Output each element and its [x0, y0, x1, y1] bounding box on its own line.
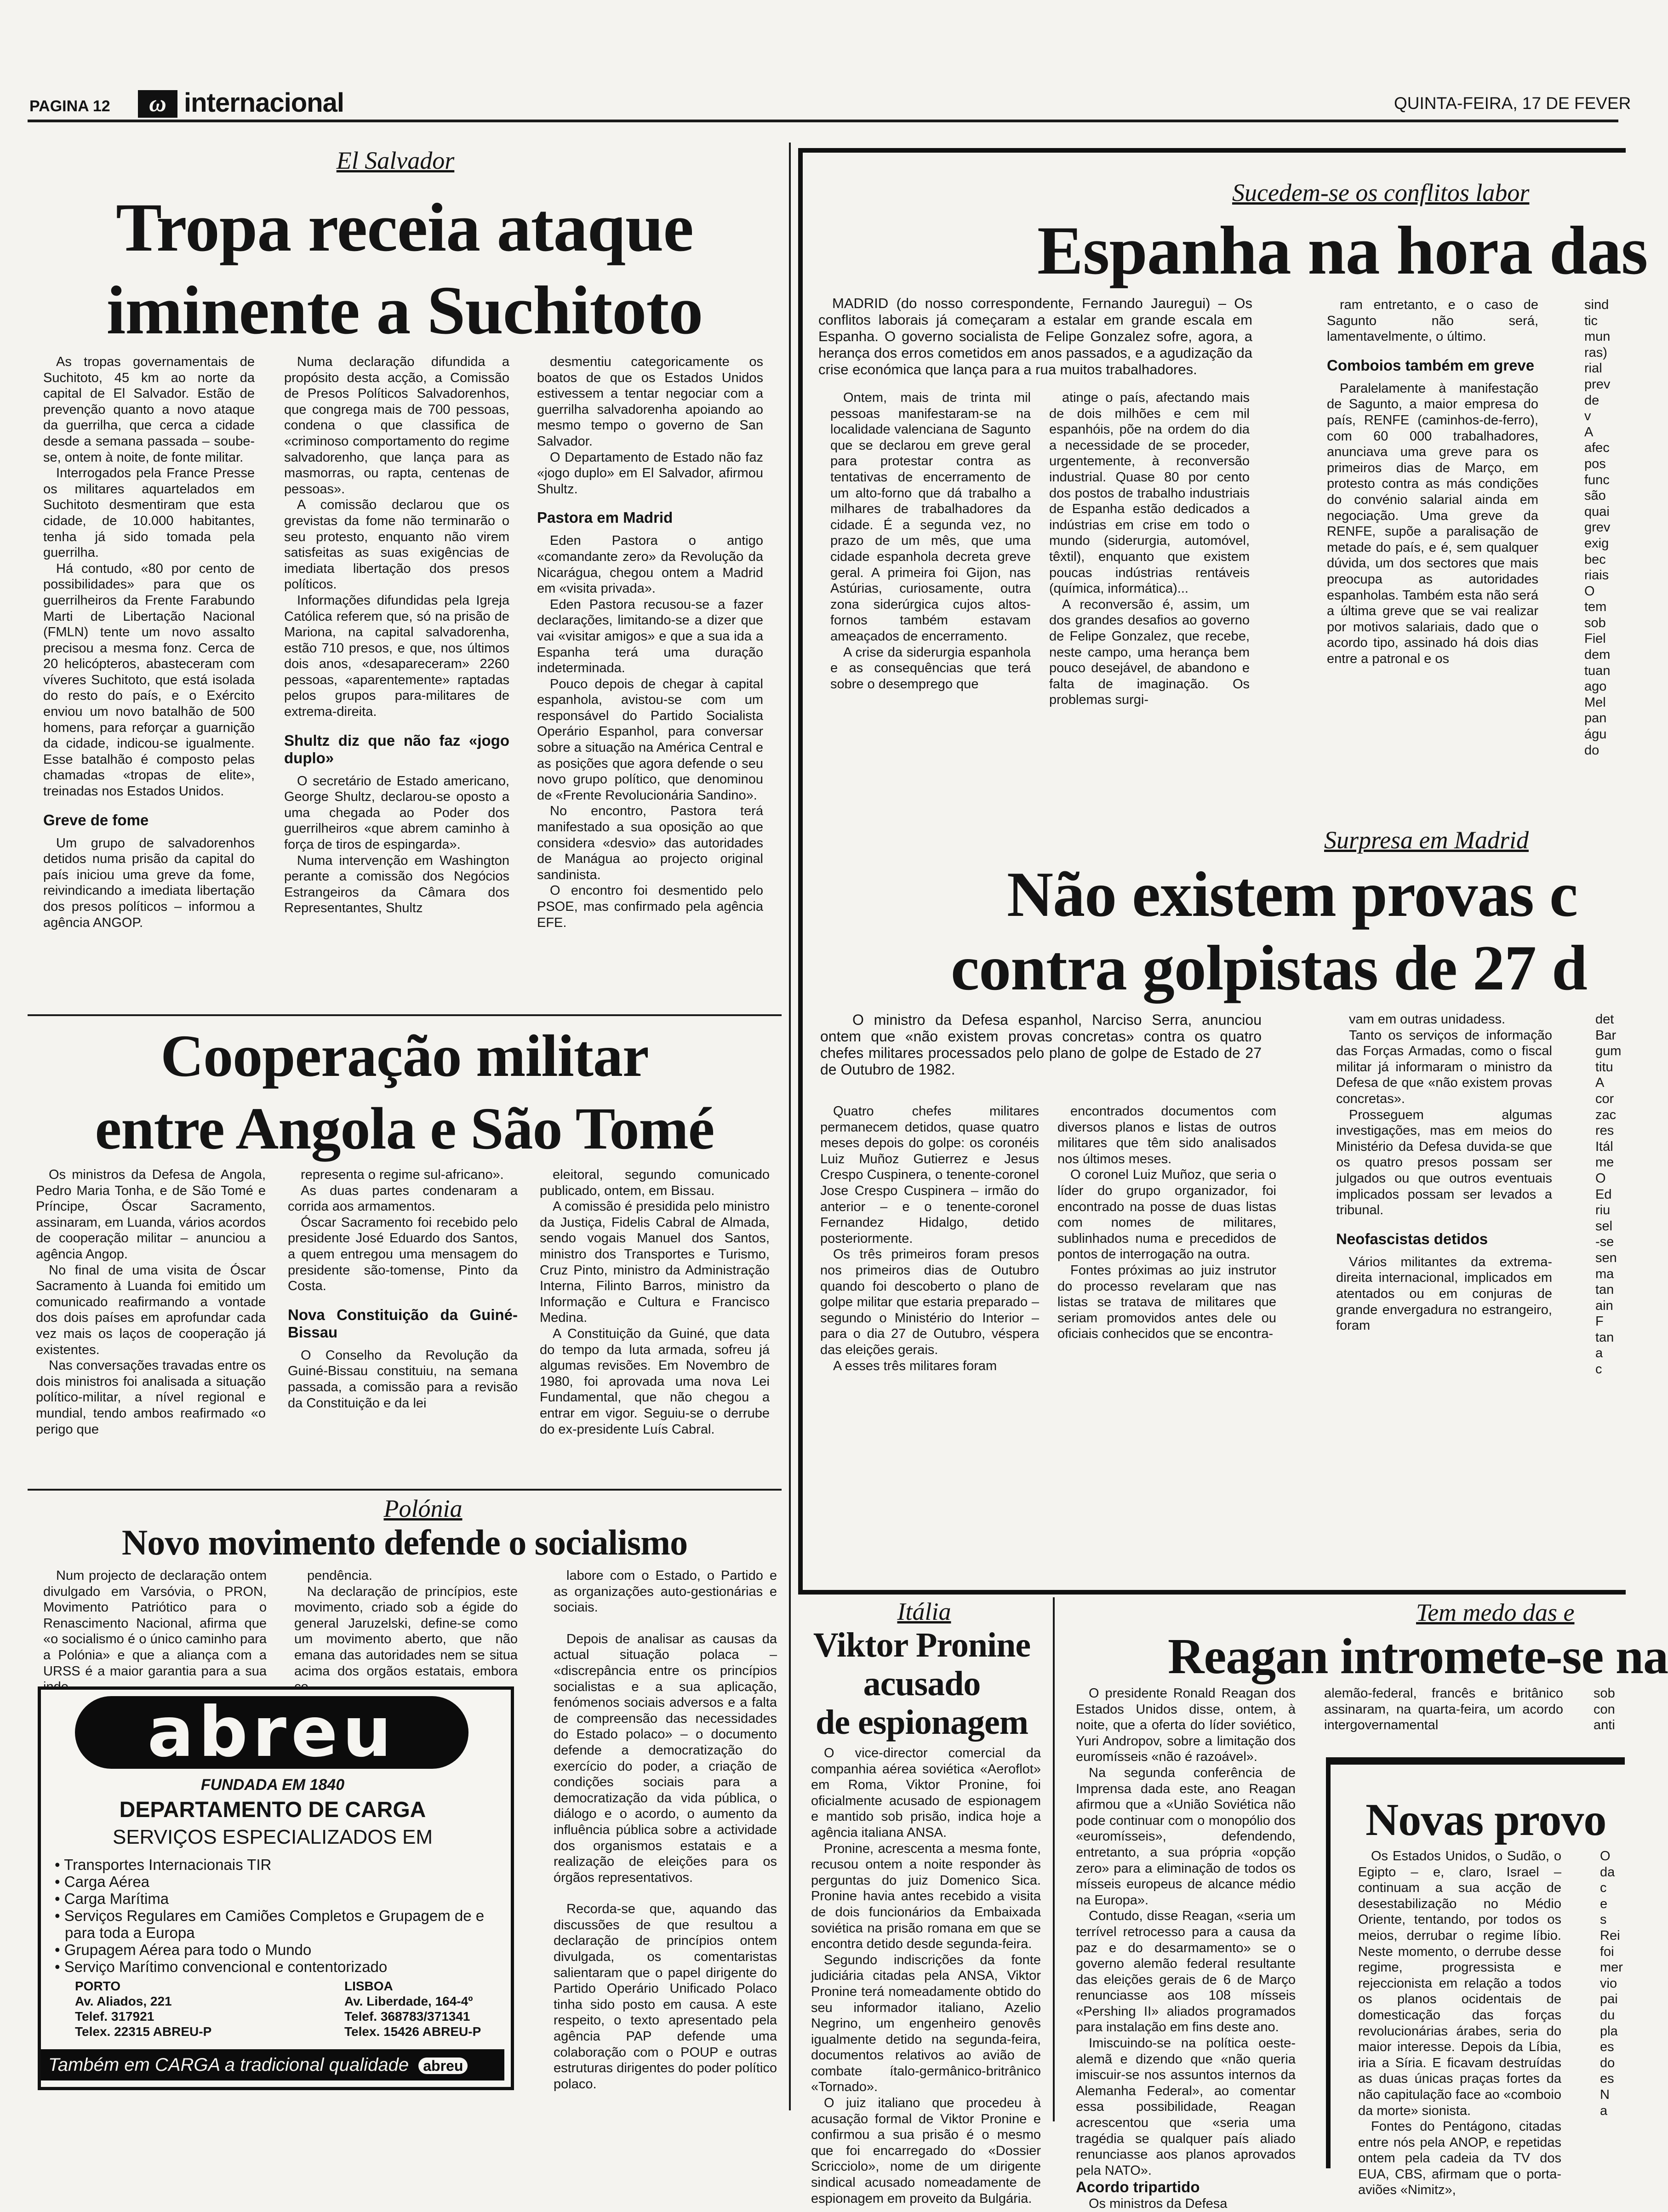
angola-para: A Constituição da Guiné, que data do tempo da luta armada, sofreu já algumas revisões. Em Novembro de 1980, foi aprovada uma nova Lei Fundamental, que não chegou a entrar em vigor. Seguiu-se o derrube do ex-presidente Luís Cabral. [540, 1326, 770, 1437]
salvador-para: Pouco depois de chegar à capital espanhola, avistou-se com um responsável do Partido Socialista Operário Espanhol, para conversar sobre a situação na América Central e as posições que agora defende o seu novo grupo político, que denominou de «Frente Revolucionária Sandino». [537, 676, 763, 803]
salvador-para: O secretário de Estado americano, George Shultz, declarou-se oposto a uma chegada ao Poder dos guerrilheiros «que abrem caminho à força de tiros de espingarda». [284, 773, 509, 852]
novas-column-2-fragment: O da c e s Rei foi mer vio pai du pla es do es N a [1600, 1849, 1623, 2118]
section-rule [28, 1489, 782, 1491]
angola-para: eleitoral, segundo comunicado publicado, ontem, em Bissau. [540, 1167, 770, 1198]
espanha-para: ram entretanto, e o caso de Sagunto não será, lamentavelmente, o último. [1327, 297, 1538, 344]
espanha-para: Ontem, mais de trinta mil pessoas manifestaram-se na localidade valenciana de Sagunto que se declarou em greve geral para protestar contra as tentativas de encerramento de um alto-forno que dá trabalho a milhares de trabalhadores da cidade. É a segunda vez, no prazo de um mês, que uma cidade espanhola decreta greve geral. A primeira foi Gijon, nas Astúrias, curiosamente, outra zona siderúrgica cujos altos-fornos também estavam ameaçados de encerramento. [830, 390, 1031, 644]
polonia-para: labore com o Estado, o Partido e as organizações auto-gestionárias e sociais. [554, 1568, 777, 1615]
golpistas-para: O coronel Luiz Muñoz, que seria o líder do grupo organizador, foi encontrado na posse de duas listas com nomes de militares, sublinhados numa e precedidos de pontos de interrogação na outra. [1057, 1167, 1276, 1262]
salvador-para: Interrogados pela France Presse os militares aquartelados em Suchitoto desmentiram que esta cidade, de 10.000 habitantes, tenha já sido tomada pela guerrilha. [43, 466, 255, 560]
angola-para: representa o regime sul-africano». [301, 1167, 504, 1182]
espanha-lead-text: MADRID (do nosso correspondente, Fernando Jauregui) – Os conflitos laborais já começaram a estalar em grande escala em Espanha. O governo socialista de Felipe Gonzalez sofre, agora, a herança dos erros cometidos em anos passados, e a agudização da crise económica que lança para a rua muitos trabalhadores. [818, 295, 1252, 377]
salvador-kicker: El Salvador [336, 147, 455, 174]
section-rule [28, 1014, 782, 1016]
page-number: PAGINA 12 [29, 97, 110, 115]
salvador-para: No encontro, Pastora terá manifestado a sua oposição ao que considera «desvio» das autoridades de Manágua ao projecto original sandinista. [537, 804, 763, 882]
polonia-column-2 [294, 1568, 518, 1678]
angola-subhead-guine: Nova Constituição da Guiné-Bissau [288, 1306, 518, 1341]
espanha-para: A reconversão é, assim, um dos grandes desafios ao governo de Felipe Gonzalez, que recebe, neste campo, uma herança bem pouco desejável, de abandono e falta de imaginação. Os problemas surgi- [1049, 597, 1250, 708]
espanha-column-3 [1327, 297, 1538, 807]
angola-column-3 [540, 1167, 770, 1498]
golpistas-headline-1: Não existem provas c [1007, 859, 1578, 930]
ad-service-item: • Transportes Internacionais TIR [55, 1856, 272, 1873]
espanha-column-2 [1049, 390, 1250, 804]
novas-headline: Novas provo [1365, 1794, 1606, 1845]
ad-service-item: • Carga Aérea [55, 1873, 150, 1890]
abreu-advertisement[interactable] [38, 1686, 514, 2090]
italia-para: O juiz italiano que procedeu à acusação formal de Viktor Pronine e confirmou a sua prisão é o mesmo que foi encarregado do «Dossier Scricciolo», nome de um dirigente sindical acusado nomeadamente de espionagem em proveito da Bulgária. [811, 2096, 1041, 2206]
reagan-para: Na segunda conferência de Imprensa dada este, ano Reagan afirmou que a «União Soviética não pode continuar com o monopólio dos «euromísseis», defendendo, entretanto, a sua própria «opção zero» para a eliminação de todos os mísseis europeus de alcance médio na Europa». [1076, 1765, 1296, 1908]
salvador-headline-2: iminente a Suchitoto [106, 272, 703, 349]
espanha-lead [818, 295, 1252, 378]
novas-column [1358, 1848, 1561, 2198]
reagan-para: Contudo, disse Reagan, «seria um terrível retrocesso para a causa da paz e do desarmamento» se o governo alemão federal resultante das eleições gerais de 6 de Março renunciasse aos 108 mísseis «Pershing II» aliados programados para instalação em fins deste ano. [1076, 1909, 1296, 2035]
polonia-para: Recorda-se que, aquando das discussões de que resultou a declaração de princípios ontem divulgada, os comentaristas salientaram que o papel dirigente do Partido Operário Unificado Polaco tinha sido posto em causa. A este respeito, o texto apresentado pela agência PAP defende uma colaboração com o POUP e outras estruturas dirigentes do poder político polaco. [554, 1902, 777, 2092]
ad-tagline: Também em CARGA a tradicional qualidade [48, 2055, 409, 2075]
angola-para: No final de uma visita de Óscar Sacramento à Luanda foi emitido um comunicado reafirmando a vontade dos dois países em aprofundar cada vez mais os laços de cooperação já existentes. [36, 1263, 266, 1357]
golpistas-kicker: Surpresa em Madrid [1324, 826, 1529, 854]
golpistas-para: encontrados documentos com diversos planos e listas de outros militares que têm sido analisados nos últimos meses. [1057, 1104, 1276, 1166]
ad-founded: FUNDADA EM 1840 [200, 1776, 345, 1794]
salvador-para: Há contudo, «80 por cento de possibilidades» para que os guerrilheiros da Frente Farabundo Marti de Libertação Nacional (FMLN) tente um novo assalto precisou a mesma fonz. Cerca de 20 helicópteros, abasteceram com víveres Suchitoto, que está isolada do resto do país, e o Exército enviou um novo batalhão de 500 homens, para reforçar a guarnição da cidade, indicou-se igualmente. Esse batalhão é composto pelas chamadas «tropas de elite», treinadas nos Estados Unidos. [43, 561, 255, 799]
espanha-column-4-fragment: sind tic mun ras) rial prev de v A afec pos func são quai grev exig bec riais O tem sob Fiel dem tuan ago Mel pan águ do [1584, 297, 1611, 758]
angola-headline-1: Cooperação militar [160, 1023, 649, 1089]
angola-para: Óscar Sacramento foi recebido pelo presidente José Eduardo dos Santos, a quem entregou uma mensagem do presidente são-tomense, Pinto da Costa. [288, 1215, 518, 1294]
espanha-column-1 [830, 390, 1031, 804]
espanha-headline: Espanha na hora das [1037, 212, 1648, 289]
espanha-subhead-comboios: Comboios também em greve [1327, 356, 1535, 374]
polonia-headline: Novo movimento defende o socialismo [121, 1522, 688, 1562]
italia-para: Pronine, acrescenta a mesma fonte, recusou ontem a noite responder às perguntas do juiz Domenico Sica. Pronine havia antes recebido a visita de dois funcionários da Embaixada soviética na prisão romana em que se encontra detido desde segunda-feira. [811, 1841, 1041, 1952]
reagan-column-2 [1324, 1686, 1563, 1741]
salvador-headline-1: Tropa receia ataque [116, 189, 693, 266]
golpistas-column-2 [1057, 1103, 1276, 1577]
header-rule [28, 120, 1618, 122]
italia-headline-3: de espionagem [816, 1703, 1028, 1742]
salvador-subhead-shultz: Shultz diz que não faz «jogo duplo» [284, 732, 509, 766]
polonia-column-3 [554, 1568, 777, 2138]
ad-department: DEPARTAMENTO DE CARGA [119, 1798, 426, 1822]
italia-column [811, 1745, 1041, 2206]
golpistas-para: Vários militantes da extrema-direita internacional, implicados em atentados ou em conjuras de grande envergadura no estrangeiro, foram [1336, 1254, 1552, 1333]
italia-para: O vice-director comercial da companhia aérea soviética «Aeroflot» em Roma, Viktor Pronine, foi oficialmente acusado de espionagem e mantido sob prisão, indica hoje a agência italiana ANSA. [811, 1746, 1041, 1840]
golpistas-para: Prosseguem algumas investigações, mas em meios do Ministério da Defesa duvida-se que os quatro presos possam ser julgados ou que outros eventuais implicados possam ser levados a tribunal. [1336, 1107, 1552, 1218]
salvador-para: A comissão declarou que os grevistas da fome não terminarão o seu protesto, enquanto não virem satisfeitas as suas exigências de imediata libertação dos presos políticos. [284, 497, 509, 592]
espanha-kicker: Sucedem-se os conflitos labor [1232, 179, 1530, 206]
ad-service-item: • Grupagem Aérea para todo o Mundo [55, 1941, 312, 1958]
reagan-para: Imiscuindo-se na política oeste-alemã e dizendo que «não queria imiscuir-se nos assuntos internos da Alemanha Federal», ao comentar essa possibilidade, Reagan acrescentou que «seria uma tragédia se qualquer país aliado renunciasse aos planos aprovados pela NATO». [1076, 2036, 1296, 2178]
reagan-subhead-acordo: Acordo tripartido [1076, 2178, 1200, 2196]
vertical-divider [1053, 1597, 1055, 2121]
reagan-column-1 [1076, 1686, 1296, 2212]
italia-kicker: Itália [897, 1598, 951, 1625]
salvador-column-1 [43, 354, 255, 998]
ad-lisboa-address: LISBOA Av. Liberdade, 164-4º Telef. 368783/371341 Telex. 15426 ABREU-P [344, 1979, 481, 2039]
ad-service-item: • Carga Marítima [55, 1890, 169, 1907]
golpistas-para: Os três primeiros foram presos nos primeiros dias de Outubro quando foi descoberto o plano de golpe militar que estaria preparado – segundo o Ministério do Interior – para o dia 27 de Outubro, véspera das eleições gerais. [820, 1247, 1039, 1357]
italia-para: Segundo indiscrições da fonte judiciária citadas pela ANSA, Viktor Pronine terá nomeadamente obtido do seu informador italiano, Azelio Negrino, um engenheiro genovês igualmente detido na segunda-feira, documentos relativos ao avião de combate ítalo-germânico-britrânico «Tornado». [811, 1952, 1041, 2095]
golpistas-lead [820, 1012, 1262, 1094]
reagan-para: O presidente Ronald Reagan dos Estados Unidos disse, ontem, à noite, que a oferta do líder soviético, Yuri Andropov, sobre a limitação dos euromísseis «não é razoável». [1076, 1686, 1296, 1765]
ad-service-item: • Serviços Regulares em Camiões Completos e Grupagem de e para toda a Europa [55, 1907, 485, 1941]
novas-para: Fontes do Pentágono, citadas entre nós pela ANOP, e repetidas ontem pela cadeia da TV dos EUA, CBS, afirmam que o porta-aviões «Nimitz», [1358, 2119, 1561, 2198]
ad-tagline-logo: abreu [418, 2058, 468, 2074]
salvador-para: Informações difundidas pela Igreja Católica referem que, só na prisão de Mariona, na capital salvadorenha, estão 710 presos, e que, nos últimos dois anos, «desapareceram» 2260 pessoas, «aparentemente» raptadas pelos grupos para-militares de extrema-direita. [284, 593, 509, 720]
reagan-column-3-fragment: sob con anti [1594, 1686, 1615, 1733]
ad-porto-address: PORTO Av. Aliados, 221 Telef. 317921 Telex. 22315 ABREU-P [75, 1979, 212, 2039]
golpistas-column-3 [1336, 1012, 1552, 1577]
salvador-column-3 [537, 354, 763, 998]
salvador-para: O Departamento de Estado não faz «jogo duplo» em El Salvador, afirmou Shultz. [537, 450, 763, 497]
polonia-column-1 [43, 1568, 267, 1678]
reagan-para: Os ministros da Defesa [1089, 2196, 1228, 2212]
angola-para: O Conselho da Revolução da Guiné-Bissau constituiu, na semana passada, a comissão para a revisão da Constituição e da lei [288, 1348, 518, 1411]
golpistas-para: vam em outras unidadess. [1349, 1012, 1506, 1027]
ad-services-list [55, 1856, 496, 1975]
angola-column-2 [288, 1167, 518, 1498]
ad-service-item: • Serviço Marítimo convencional e contentorizado [55, 1958, 388, 1975]
angola-para: Os ministros da Defesa de Angola, Pedro Maria Tonha, e de São Tomé e Príncipe, Óscar Sacramento, assinaram, em Luanda, vários acordos de cooperação militar – anunciou a agência Angop. [36, 1167, 266, 1262]
salvador-subhead-greve: Greve de fome [43, 811, 149, 829]
section-title: internacional [184, 88, 344, 118]
polonia-kicker: Polónia [383, 1495, 463, 1522]
salvador-para: Eden Pastora o antigo «comandante zero» da Revolução da Nicarágua, chegou ontem a Madrid em «visita privada». [537, 533, 763, 596]
salvador-column-2 [284, 354, 509, 998]
ad-services-title: SERVIÇOS ESPECIALIZADOS EM [112, 1826, 433, 1848]
polonia-para: pendência. [307, 1568, 372, 1583]
golpistas-headline-2: contra golpistas de 27 d [951, 932, 1587, 1004]
golpistas-para: Tanto os serviços de informação das Forças Armadas, como o fiscal militar já informaram o ministro da Defesa de que «não existem provas concretas». [1336, 1028, 1552, 1106]
reagan-para: alemão-federal, francês e britânico assinaram, na quarta-feira, um acordo intergovernamental [1324, 1686, 1563, 1733]
golpistas-column-1 [820, 1103, 1039, 1577]
salvador-para: Um grupo de salvadorenhos detidos numa prisão da capital do país iniciou uma greve da fome, reivindicando a imediata libertação dos presos políticos – informou a agência ANGOP. [43, 835, 255, 930]
section-logo-icon: ω [138, 90, 177, 118]
angola-column-1 [36, 1167, 266, 1498]
salvador-para: Numa declaração difundida a propósito desta acção, a Comissão de Presos Políticos Salvadorenhos, que congrega mais de 700 pessoas, condena o que classifica de «criminoso comportamento do regime salvadorenho, que lança para as masmorras, ou rapta, centenas de pessoas». [284, 354, 509, 497]
reagan-kicker: Tem medo das e [1416, 1599, 1575, 1626]
ad-tagline-bar [41, 2049, 504, 2081]
italia-headline-2: acusado [863, 1664, 981, 1703]
header-date: QUINTA-FEIRA, 17 DE FEVER [1394, 94, 1631, 113]
angola-para: As duas partes condenaram a corrida aos armamentos. [288, 1183, 518, 1214]
golpistas-para: A esses três militares foram [833, 1358, 997, 1373]
polonia-para: Depois de analisar as causas da actual situação polaca – «discrepância entre os princípios socialistas e a sua aplicação, fenómenos sociais adversos e a falta de compreensão das necessidades do Estado polaco» – o documento defende a democratização do exercício do poder, a criação de condições sociais para a democratização da vida pública, o diálogo e o acordo, o aumento da influência pública sobre a actividade dos organismos estatais e a realização de eleições para os órgãos representativos. [554, 1631, 777, 1885]
espanha-para: Paralelamente à manifestação de Sagunto, a maior empresa do país, RENFE (caminhos-de-ferro), com 60 000 trabalhadores, anunciava uma greve para os primeiros dias de Março, em protesto contra as más condições do convénio salarial ainda em negociação. Uma greve da RENFE, supõe a paralisação de metade do país, e é, sem qualquer dúvida, um dos sectores que mais preocupa as autoridades espanholas. Também esta não será a última greve que se vai realizar por motivos salariais, dado que o acordo tipo, assinado há dois dias entre a patronal e os [1327, 381, 1538, 666]
abreu-logo: abreu [75, 1696, 468, 1769]
golpistas-lead-text: O ministro da Defesa espanhol, Narciso Serra, anunciou ontem que «não existem provas concretas» contra os quatro chefes militares processados pelo plano de golpe de Estado de 27 de Outubro de 1982. [820, 1012, 1262, 1078]
espanha-para: atinge o país, afectando mais de dois milhões e cem mil espanhóis, põe na ordem do dia a necessidade de se proceder, urgentemente, à reconversão industrial. Quase 80 por cento dos postos de trabalho industriais de Espanha estão dedicados a indústrias em crise em todo o mundo (siderurgia, automóvel, têxtil), enquanto que existem poucas indústrias rentáveis (química, informática)... [1049, 390, 1250, 596]
novas-para: Os Estados Unidos, o Sudão, o Egipto – e, claro, Israel – continuam a sua acção de desestabilização no Médio Oriente, tentando, por todos os meios, derrubar o regime líbio. Neste momento, o derrube desse regime, progressista e rejeccionista em relação a todos os planos ocidentais de domesticação das forças revolucionárias árabes, seria do maior interesse. Depois da Líbia, iria a Síria. E ficavam destruídas as duas únicas praças fortes da não capitulação face ao «comboio da morte» sionista. [1358, 1849, 1561, 2118]
golpistas-para: Fontes próximas ao juiz instrutor do processo revelaram que nas listas se tratava de militares que seriam promovidos antes dele ou oficiais conhecidos que se encontra- [1057, 1263, 1276, 1342]
golpistas-column-4-fragment: det Bar gum titu A cor zac res Itál me O Ed riu sel -se sen ma tan ain F tan a c [1595, 1012, 1622, 1377]
angola-para: A comissão é presidida pelo ministro da Justiça, Fidelis Cabral de Almada, sendo vogais Manuel dos Santos, ministro dos Transportes e Turismo, Cruz Pinto, ministro da Administração Interna, Filinto Barros, ministro da Informação e Cultura e Francisco Medina. [540, 1199, 770, 1326]
salvador-para: Numa intervenção em Washington perante a comissão dos Negócios Estrangeiros da Câmara dos Representantes, Shultz [284, 853, 509, 916]
golpistas-subhead-neofascistas: Neofascistas detidos [1336, 1230, 1488, 1247]
angola-headline-2: entre Angola e São Tomé [95, 1096, 714, 1162]
polonia-para: Num projecto de declaração ontem divulgado em Varsóvia, o PRON, Movimento Patriótico para o Renascimento Nacional, afirma que «o socialismo é o único caminho para a Polónia» e que a aliança com a URSS é a maior garantia para a sua [43, 1568, 267, 1679]
golpistas-para: Quatro chefes militares permanecem detidos, quase quatro meses depois do golpe: os coronéis Luiz Muñoz Gutierrez e Jesus Crespo Cuspinera, o tenente-coronel Jose Crespo Cuspinera – irmão do anterior – e o tenente-coronel Fernandez Hidalgo, detido posteriormente. [820, 1104, 1039, 1246]
angola-para: Nas conversações travadas entre os dois ministros foi analisada a situação político-militar, a nível regional e mundial, tendo ambos reafirmado «o perigo que [36, 1358, 266, 1437]
reagan-headline: Reagan intromete-se na [1168, 1628, 1668, 1684]
salvador-para: O encontro foi desmentido pelo PSOE, mas confirmado pela agência EFE. [537, 883, 763, 930]
espanha-para: A crise da siderurgia espanhola e as consequências que terá sobre o desemprego que [830, 645, 1031, 692]
salvador-para: desmentiu categoricamente os boatos de que os Estados Unidos estivessem a tentar negociar com a guerrilha salvadorenha apoiando ao mesmo tempo o governo de San Salvador. [537, 354, 763, 449]
salvador-subhead-pastora: Pastora em Madrid [537, 509, 673, 526]
polonia-para: Na declaração de princípios, este movimento, criado sob a égide do general Jaruzelski, define-se como um movimento aberto, que não emana das autoridades nem se situa acima dos orgãos estatais, embora [294, 1584, 518, 1679]
salvador-para: Eden Pastora recusou-se a fazer declarações, limitando-se a dizer que vai «visitar amigos» e que a sua ida a Espanha terá uma duração indeterminada. [537, 597, 763, 676]
salvador-para: As tropas governamentais de Suchitoto, 45 km ao norte da capital de El Salvador. Estão de prevenção quanto a novo ataque da guerrilha, que cerca a cidade desde a semana passada – soube-se, ontem à noite, de fonte militar. [43, 354, 255, 465]
italia-headline-1: Viktor Pronine [813, 1626, 1031, 1664]
vertical-divider [789, 143, 791, 2110]
